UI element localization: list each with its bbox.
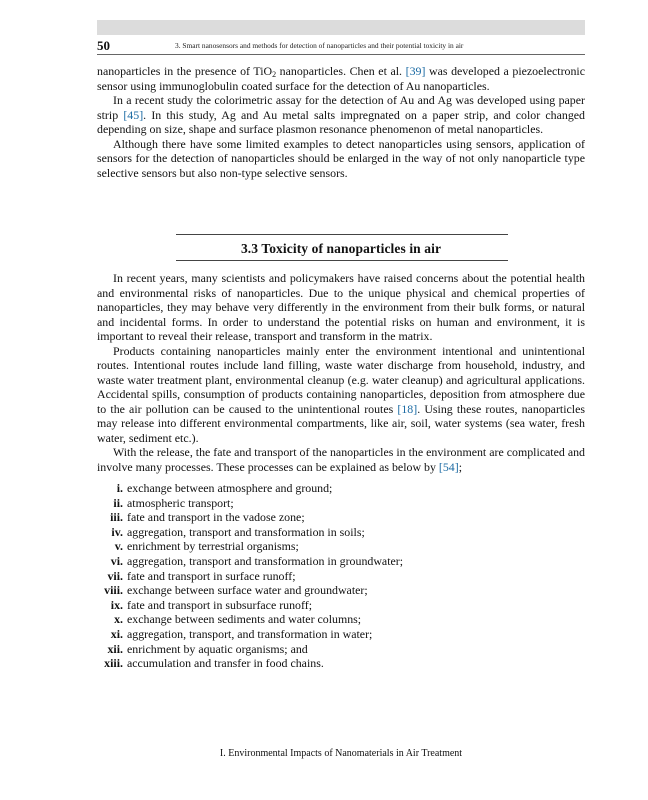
list-number: i.: [116, 481, 123, 495]
list-text: aggregation, transport and transformation in soils;: [127, 524, 365, 539]
list-number: iii.: [110, 510, 123, 525]
header-band: [97, 20, 585, 35]
list-number: x.: [114, 612, 123, 627]
list-text: accumulation and transfer in food chains.: [127, 656, 324, 671]
list-item: [97, 627, 585, 642]
list-item: [97, 539, 585, 554]
list-item: [97, 510, 585, 525]
list-item: [97, 612, 585, 627]
citation-link[interactable]: [39]: [405, 64, 426, 78]
list-text: fate and transport in subsurface runoff;: [127, 597, 313, 612]
list-text: exchange between atmosphere and ground;: [127, 481, 333, 495]
list-item: [97, 656, 585, 671]
citation-link[interactable]: [45]: [123, 107, 144, 122]
list-text: aggregation, transport, and transformation in water;: [127, 626, 373, 641]
list-item: [97, 642, 585, 657]
list-number: ii.: [113, 495, 123, 510]
paragraph: In recent years, many scientists and policymakers have raised concerns about the potential health and environmental risks of nanoparticles. Due to the unique physical and chemical properties of nanoparticles, they may behave very differently in the environment from their bulk forms, or natural and incidental forms. In order to understand the potential risks on human and environment, it is important to reveal their release, transport and transform in the matrix.: [97, 271, 585, 343]
list-text: atmospheric transport;: [127, 495, 234, 510]
list-text: aggregation, transport and transformation in groundwater;: [127, 553, 404, 568]
header-rule: [97, 54, 585, 55]
process-list: [97, 481, 585, 671]
citation-link[interactable]: [54]: [438, 459, 459, 474]
list-item: [97, 525, 585, 540]
section-rule-bottom: [176, 260, 508, 261]
citation-link[interactable]: [18]: [397, 401, 418, 416]
list-item: [97, 569, 585, 584]
list-number: vii.: [107, 568, 123, 583]
list-text: enrichment by terrestrial organisms;: [127, 539, 299, 554]
list-number: xi.: [110, 626, 123, 641]
list-number: xii.: [107, 641, 123, 656]
list-number: iv.: [111, 524, 123, 539]
list-number: xiii.: [104, 656, 123, 671]
paragraph: In a recent study the colorimetric assay for the detection of Au and Ag was developed using paper strip [45]. In this study, Ag and Au metal salts impregnated on a paper strip, and color changed depending on size, shape and surface plasmon resonance phenomenon of metal nanoparticles.: [97, 93, 585, 136]
book-footer: I. Environmental Impacts of Nanomaterials in Air Treatment: [219, 748, 463, 759]
list-number: ix.: [110, 597, 123, 612]
section-rule-top: [176, 234, 508, 235]
running-head: 3. Smart nanosensors and methods for detection of nanoparticles and their potential toxicity in air: [175, 41, 464, 50]
list-item: [97, 583, 585, 598]
section-title: 3.3 Toxicity of nanoparticles in air: [240, 241, 442, 256]
paragraph: nanoparticles in the presence of TiO$_2$ nanoparticles. Chen et al. [39] was developed a piezoelectronic sensor using immunoglobulin coated surface for the detection of Au nanoparticles.: [97, 64, 585, 93]
list-text: enrichment by aquatic organisms; and: [127, 641, 308, 656]
list-number: viii.: [104, 583, 123, 598]
page-number: 50: [97, 38, 110, 53]
paragraph: Products containing nanoparticles mainly enter the environment intentional and unintentional routes. Intentional routes include land filling, waste water discharge from household, industry, and waste water treatment plant, environmental cleanup (e.g. water cleanup) and agricultural applications. Accidental spills, consumption of products containing nanoparticles, deposition from atmosphere due to the air pollution can be caused to the unintentional routes [18]. Using these routes, nanoparticles may release into different environmental compartments, like air, soil, water systems (sea water, fresh water, sediment etc.).: [97, 343, 585, 445]
list-text: fate and transport in surface runoff;: [127, 568, 296, 583]
list-number: v.: [114, 539, 123, 554]
section-text: [97, 271, 585, 671]
paragraph: Although there have some limited examples to detect nanoparticles using sensors, application of sensors for the detection of nanoparticles should be enlarged in the way of not only nanoparticle type selective sensors but also non-type selective sensors.: [97, 136, 585, 180]
list-text: exchange between sediments and water columns;: [127, 612, 362, 627]
intro-text: [97, 64, 585, 180]
list-item: [97, 598, 585, 613]
paragraph: With the release, the fate and transport of the nanoparticles in the environment are complicated and involve many processes. These processes can be explained as below by [54];: [97, 445, 585, 474]
list-number: vi.: [110, 553, 123, 568]
list-text: exchange between surface water and groundwater;: [127, 583, 368, 598]
list-item: [97, 554, 585, 569]
list-item: [97, 481, 585, 496]
list-item: [97, 496, 585, 511]
list-text: fate and transport in the vadose zone;: [127, 510, 305, 525]
